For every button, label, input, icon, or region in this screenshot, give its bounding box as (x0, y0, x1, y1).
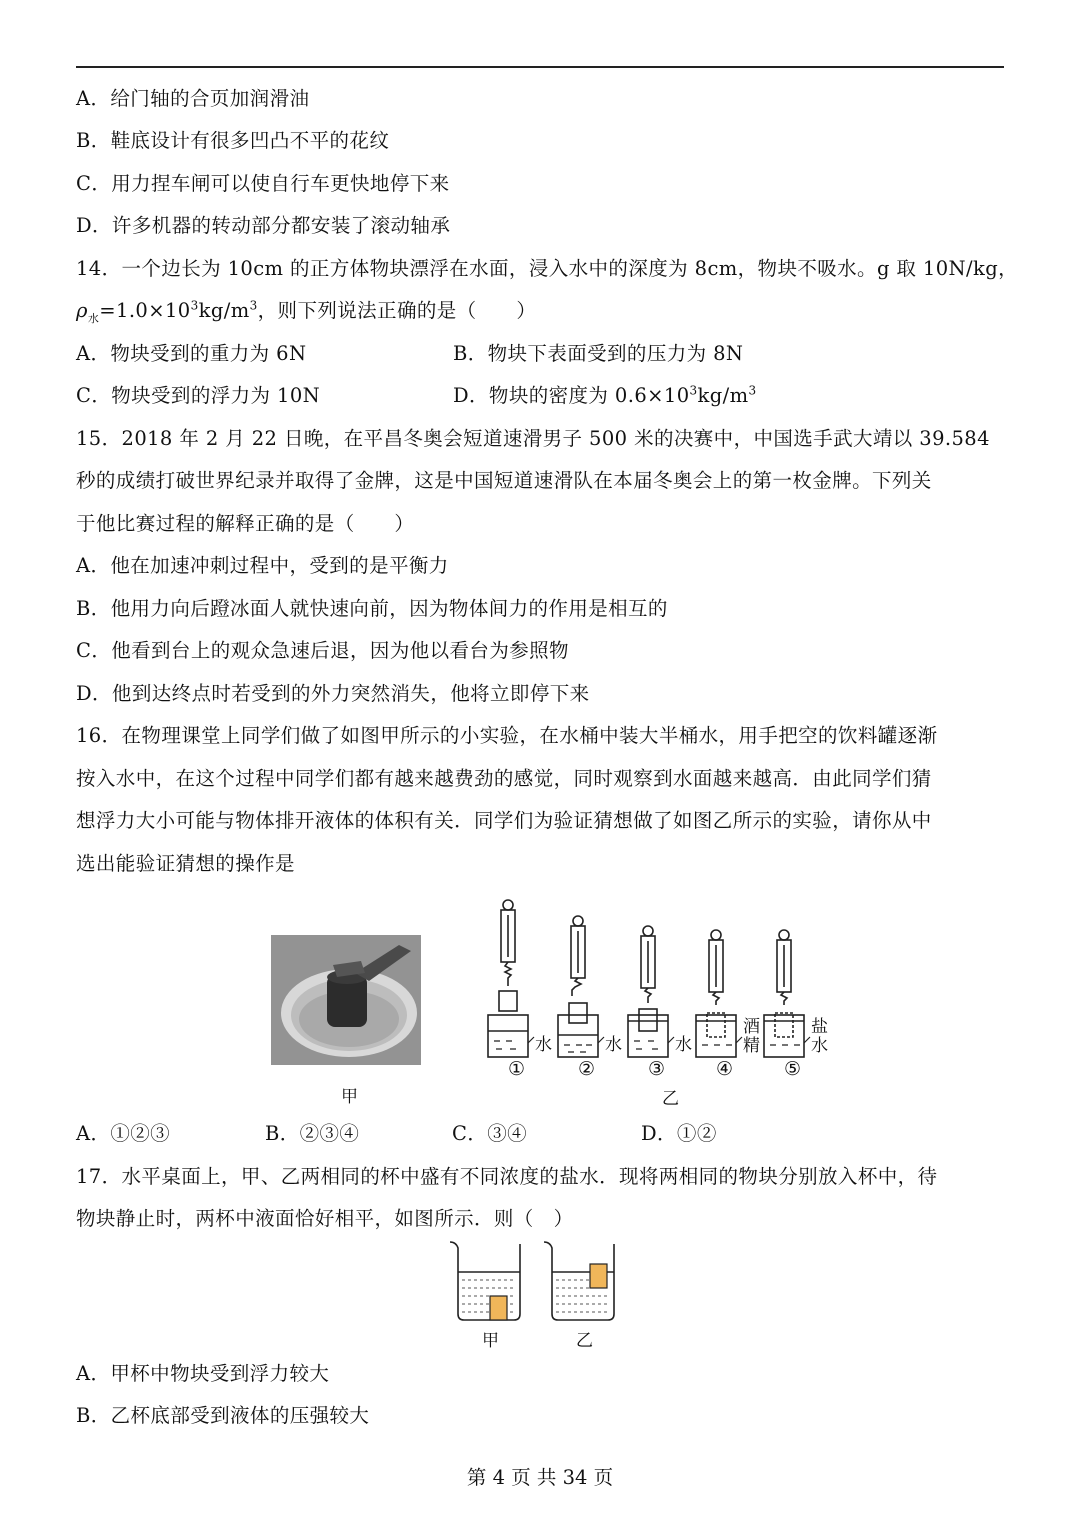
q13-option-c: C．用力捏车闸可以使自行车更快地停下来 (76, 172, 450, 195)
q16-option-d: D．①② (641, 1122, 717, 1145)
liquid-label-2: 水 (605, 1035, 622, 1055)
liquid-label-3: 水 (675, 1035, 692, 1055)
q16-stem-line2: 按入水中，在这个过程中同学们都有越来越费劲的感觉，同时观察到水面越来越高．由此同学们猜 (76, 767, 932, 790)
q16-stem-line1: 16．在物理课堂上同学们做了如图甲所示的小实验，在水桶中装大半桶水，用手把空的饮料罐逐渐 (76, 724, 938, 747)
q14-option-a: A．物块受到的重力为 6N (76, 342, 307, 365)
page-footer: 第 4 页 共 34 页 (466, 1466, 614, 1489)
fig-jia-label: 甲 (341, 1087, 358, 1107)
q14-option-c: C．物块受到的浮力为 10N (76, 384, 321, 407)
q13-option-d: D．许多机器的转动部分都安装了滚动轴承 (76, 214, 451, 237)
q17-option-a: A．甲杯中物块受到浮力较大 (76, 1362, 330, 1385)
setup-2 (558, 916, 598, 1057)
block-cup-yi (590, 1264, 607, 1288)
setup-3 (628, 926, 668, 1057)
q15-option-b: B．他用力向后蹬冰面人就快速向前，因为物体间力的作用是相互的 (76, 597, 668, 620)
header-rule (76, 66, 1004, 68)
setup-5 (764, 930, 804, 1057)
q16-stem-line4: 选出能验证猜想的操作是 (76, 852, 295, 875)
block-cup-jia (490, 1296, 507, 1320)
setup-1 (488, 900, 528, 1057)
q13-option-b: B．鞋底设计有很多凹凸不平的花纹 (76, 129, 390, 152)
q15-option-d: D．他到达终点时若受到的外力突然消失，他将立即停下来 (76, 682, 590, 705)
q16-option-a: A．①②③ (76, 1122, 171, 1145)
q15-stem-line1: 15．2018 年 2 月 22 日晚，在平昌冬奥会短道速滑男子 500 米的决赛中，中国选手武大靖以 39.584 (76, 427, 990, 450)
liquid-label-5: 盐水 (811, 1017, 828, 1056)
q13-option-a: A．给门轴的合页加润滑油 (76, 87, 310, 110)
q17-option-b: B．乙杯底部受到液体的压强较大 (76, 1404, 370, 1427)
q15-option-c: C．他看到台上的观众急速后退，因为他以看台为参照物 (76, 639, 569, 662)
q15-stem-line3: 于他比赛过程的解释正确的是（ ） (76, 512, 415, 535)
q17-stem-line2: 物块静止时，两杯中液面恰好相平，如图所示．则（ ） (76, 1207, 574, 1230)
cup-jia-label: 甲 (482, 1331, 499, 1351)
q16-option-b: B．②③④ (265, 1122, 360, 1145)
bucket-photo (271, 935, 421, 1065)
cup-yi-label: 乙 (576, 1331, 593, 1351)
fig-yi-label: 乙 (662, 1089, 679, 1109)
setup-4 (696, 930, 736, 1057)
liquid-label-1: 水 (535, 1035, 552, 1055)
q17-stem-line1: 17．水平桌面上，甲、乙两相同的杯中盛有不同浓度的盐水．现将两相同的物块分别放入杯中，待 (76, 1165, 938, 1188)
q16-stem-line3: 想浮力大小可能与物体排开液体的体积有关．同学们为验证猜想做了如图乙所示的实验，请你从中 (76, 809, 932, 832)
q14-option-d: D．物块的密度为 $0.6\times 10^3kg/m^3$ (453, 383, 757, 407)
q14-stem-line1: 14．一个边长为 10cm 的正方体物块漂浮在水面，浸入水中的深度为 8cm，物块不吸水。g 取 10N/kg， (76, 257, 1018, 280)
two-cups-diagram (444, 1238, 624, 1328)
q15-option-a: A．他在加速冲刺过程中，受到的是平衡力 (76, 554, 449, 577)
setup-num-2: ② (578, 1058, 596, 1080)
setup-num-1: ① (508, 1058, 526, 1080)
q14-stem-line2: $\rho_水=1.0\times 10^3kg/m^3$，则下列说法正确的是（ ） (76, 298, 537, 325)
q16-option-c: C．③④ (452, 1122, 528, 1145)
setup-num-3: ③ (648, 1058, 666, 1080)
setup-num-4: ④ (716, 1058, 734, 1080)
q14-option-b: B．物块下表面受到的压力为 8N (453, 342, 744, 365)
setup-num-5: ⑤ (784, 1058, 802, 1080)
liquid-label-4: 酒精 (743, 1017, 760, 1056)
q15-stem-line2: 秒的成绩打破世界纪录并取得了金牌，这是中国短道速滑队在本届冬奥会上的第一枚金牌。下列关 (76, 469, 932, 492)
